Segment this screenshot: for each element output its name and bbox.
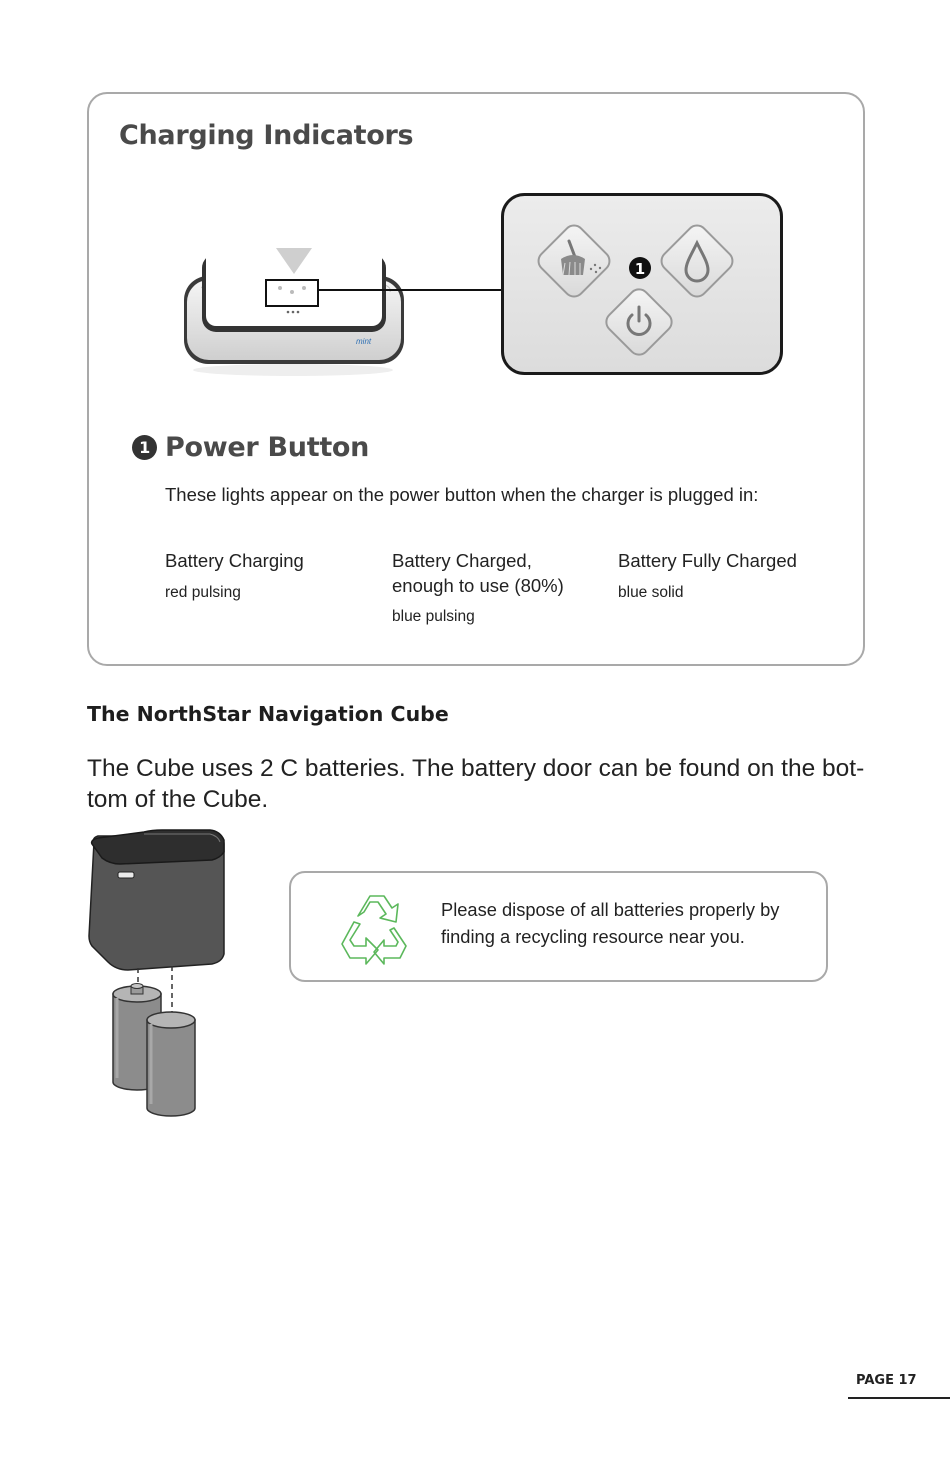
- charging-indicators-title: Charging Indicators: [119, 120, 414, 151]
- callout-connector-line: [318, 289, 504, 291]
- state-label-charged-line1: Battery Charged,: [392, 550, 532, 571]
- robot-illustration: [180, 248, 410, 378]
- state-label-fully-charged: Battery Fully Charged: [618, 550, 797, 571]
- battery-illustration: [147, 1012, 195, 1116]
- button-panel-closeup: [501, 193, 783, 375]
- power-button-heading: Power Button: [165, 432, 370, 463]
- state-label-charging: Battery Charging: [165, 550, 304, 571]
- power-intro-text: These lights appear on the power button when the charger is plugged in:: [165, 484, 759, 505]
- recycle-note-text: Please dispose of all batteries properly by finding a recycling resource near you.: [441, 899, 780, 947]
- power-button-title: [132, 432, 369, 463]
- page-number: PAGE 17: [856, 1373, 917, 1388]
- power-number-badge: 1: [132, 435, 157, 460]
- cube-illustration: [84, 828, 234, 1123]
- page-number-rule: [848, 1397, 950, 1399]
- recycle-icon: [332, 888, 416, 968]
- svg-text:mint: mint: [356, 337, 372, 346]
- state-light-charging: red pulsing: [165, 584, 241, 601]
- state-light-charged: blue pulsing: [392, 608, 475, 625]
- state-light-fully-charged: blue solid: [618, 584, 684, 601]
- callout-number: 1: [634, 260, 646, 278]
- northstar-cube-heading: The NorthStar Navigation Cube: [87, 702, 449, 726]
- northstar-cube-body: The Cube uses 2 C batteries. The battery door can be found on the bot-tom of the Cube.: [87, 755, 865, 813]
- state-label-charged-line2: enough to use (80%): [392, 575, 564, 596]
